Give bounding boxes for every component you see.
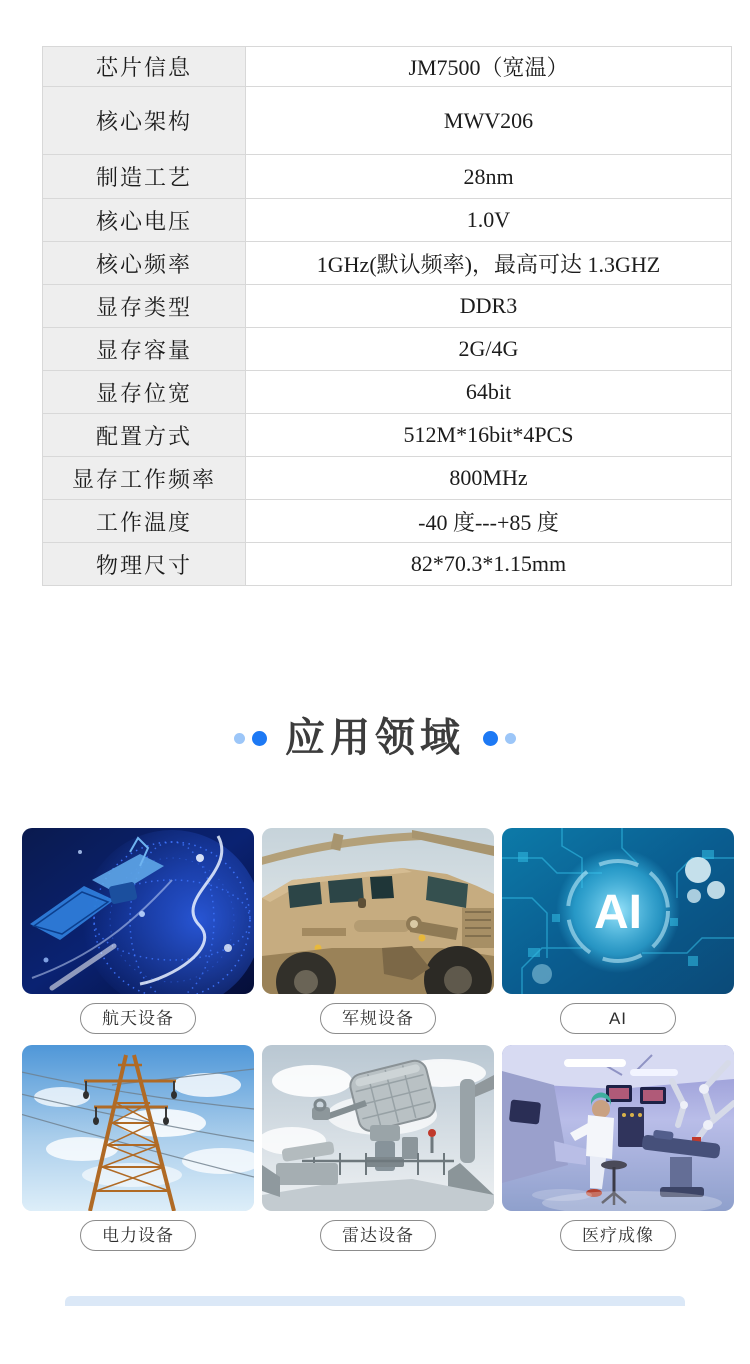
accent-dot-icon [252, 731, 267, 746]
spec-row [43, 500, 732, 543]
accent-dot-icon [483, 731, 498, 746]
application-card [502, 828, 734, 1034]
spec-row [43, 47, 732, 87]
spec-value: 64bit [246, 371, 732, 414]
application-label-pill [80, 1003, 196, 1034]
application-label: 医疗成像 [582, 1226, 654, 1245]
spec-row [43, 87, 732, 155]
radar-image [262, 1045, 494, 1211]
application-label-pill [320, 1220, 436, 1251]
spec-value: 1.0V [246, 199, 732, 242]
spec-value: 2G/4G [246, 328, 732, 371]
spec-row [43, 328, 732, 371]
spec-row [43, 285, 732, 328]
ai-chip-image [502, 828, 734, 994]
aerospace-image [22, 828, 254, 994]
application-card [22, 828, 254, 1034]
spec-value: MWV206 [246, 87, 732, 155]
accent-dot-icon [505, 733, 516, 744]
application-label-pill [560, 1003, 676, 1034]
spec-row [43, 457, 732, 500]
spec-value: -40 度---+85 度 [246, 500, 732, 543]
application-card [502, 1045, 734, 1251]
spec-label: 显存类型 [43, 285, 246, 328]
spec-value: 1GHz(默认频率)，最高可达 1.3GHZ [246, 242, 732, 285]
spec-table [42, 46, 732, 586]
application-label: 航天设备 [102, 1009, 174, 1028]
application-card [262, 1045, 494, 1251]
military-vehicle-image [262, 828, 494, 994]
spec-row [43, 199, 732, 242]
product-detail-page [0, 46, 750, 1306]
section-title: 应用领域 [285, 716, 465, 760]
section-header [0, 714, 750, 762]
application-label: AI [608, 1009, 628, 1028]
spec-value: 800MHz [246, 457, 732, 500]
spec-row [43, 242, 732, 285]
medical-imaging-image [502, 1045, 734, 1211]
spec-label: 核心架构 [43, 87, 246, 155]
spec-label: 核心电压 [43, 199, 246, 242]
spec-row [43, 414, 732, 457]
spec-label: 制造工艺 [43, 155, 246, 199]
application-card [262, 828, 494, 1034]
ai-overlay-text: AI [594, 886, 642, 939]
spec-label: 工作温度 [43, 500, 246, 543]
spec-label: 显存容量 [43, 328, 246, 371]
application-card [22, 1045, 254, 1251]
spec-value: 28nm [246, 155, 732, 199]
spec-row [43, 371, 732, 414]
spec-value: DDR3 [246, 285, 732, 328]
spec-label: 核心频率 [43, 242, 246, 285]
application-label: 雷达设备 [342, 1226, 414, 1245]
spec-value: 512M*16bit*4PCS [246, 414, 732, 457]
spec-label: 显存位宽 [43, 371, 246, 414]
spec-label: 显存工作频率 [43, 457, 246, 500]
application-label: 军规设备 [342, 1009, 414, 1028]
spec-label: 配置方式 [43, 414, 246, 457]
applications-grid [22, 828, 750, 1251]
application-label-pill [80, 1220, 196, 1251]
spec-row [43, 543, 732, 586]
spec-label: 芯片信息 [43, 47, 246, 87]
application-label-pill [320, 1003, 436, 1034]
spec-value: JM7500（宽温） [246, 47, 732, 87]
spec-value: 82*70.3*1.15mm [246, 543, 732, 586]
application-label: 电力设备 [102, 1226, 174, 1245]
spec-row [43, 155, 732, 199]
bottom-accent-strip [65, 1296, 685, 1306]
accent-dot-icon [234, 733, 245, 744]
power-tower-image [22, 1045, 254, 1211]
application-label-pill [560, 1220, 676, 1251]
spec-label: 物理尺寸 [43, 543, 246, 586]
